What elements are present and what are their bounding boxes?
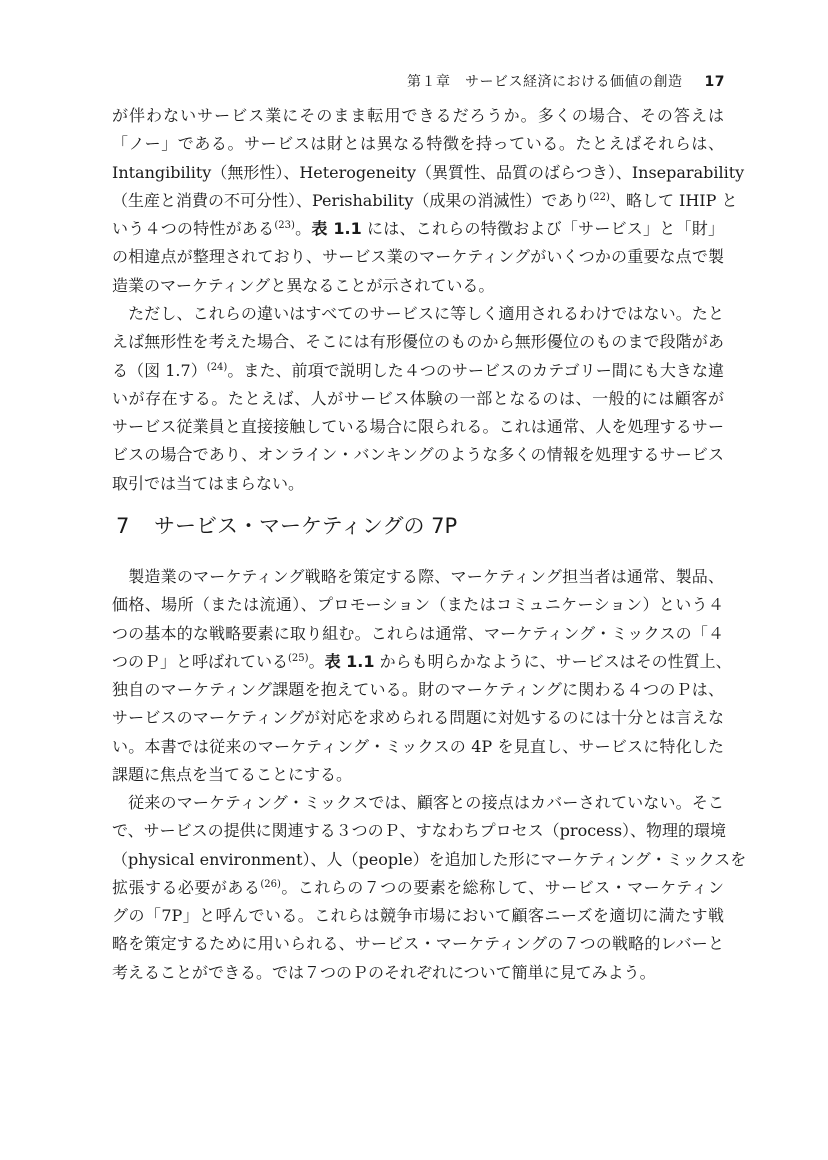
text-line xyxy=(112,817,727,845)
body-block-4 xyxy=(112,789,747,987)
text-run: には、これらの特徴および「サービス」と「財」 xyxy=(361,219,724,239)
section-title: サービス・マーケティングの 7P xyxy=(154,514,458,538)
section-heading xyxy=(116,510,457,540)
text-line xyxy=(112,959,724,987)
text-line xyxy=(112,357,724,385)
text-line xyxy=(112,591,724,619)
text-run: つの基本的な戦略要素に取り組む。これらは通常、マーケティング・ミックスの「４ xyxy=(112,623,724,643)
text-run: 拡張する必要がある xyxy=(112,877,261,897)
page-number: 17 xyxy=(704,74,725,90)
text-line xyxy=(112,187,738,215)
text-run: サービスのマーケティングが対応を求められる問題に対処するのには十分とは言えな xyxy=(112,708,724,728)
text-line xyxy=(112,328,724,356)
footnote-ref: (26) xyxy=(260,878,281,890)
text-run: 独自のマーケティング課題を抱えている。財のマーケティングに関わる４つのＰは、 xyxy=(112,680,724,700)
text-line xyxy=(112,102,724,130)
text-run: で、サービスの提供に関連する３つのＰ、すなわちプロセス（process）、物理的環境 xyxy=(112,821,727,841)
text-run: つのＰ」と呼ばれている xyxy=(112,651,289,671)
text-run: 。これらの７つの要素を総称して、サービス・マーケティン xyxy=(280,877,724,897)
text-line xyxy=(112,272,724,300)
text-run: グの「7P」と呼んでいる。これらは競争市場において顧客ニーズを適切に満たす戦 xyxy=(112,906,724,926)
text-line xyxy=(112,385,724,413)
text-line xyxy=(112,761,724,789)
text-run: 造業のマーケティングと異なることが示されている。 xyxy=(112,275,495,295)
footnote-ref: (24) xyxy=(206,361,228,373)
text-run: 。また、前項で説明した４つのサービスのカテゴリー間にも大きな違 xyxy=(227,360,724,380)
text-run: ただし、これらの違いはすべてのサービスに等しく適用されるわけではない。たと xyxy=(112,304,724,323)
footnote-ref: (22) xyxy=(589,191,610,203)
text-line xyxy=(112,441,724,469)
text-run: 課題に焦点を当てることにする。 xyxy=(112,765,353,785)
text-run: ビスの場合であり、オンライン・バンキングのような多くの情報を処理するサービス xyxy=(112,445,724,465)
text-line xyxy=(112,300,724,328)
text-run: 。 xyxy=(294,219,312,239)
text-run: 製造業のマーケティング戦略を策定する際、マーケティング担当者は通常、製品、 xyxy=(112,567,724,586)
text-run: 。 xyxy=(308,651,325,671)
text-run: えば無形性を考えた場合、そこには有形優位のものから無形優位のものまで段階があ xyxy=(112,332,724,352)
text-line xyxy=(112,215,724,243)
running-header xyxy=(407,71,725,91)
text-run: （physical environment）、人（people）を追加した形にマーケティング・ミックスを xyxy=(112,849,747,869)
text-line xyxy=(112,648,732,676)
text-line xyxy=(112,563,724,591)
text-line xyxy=(112,676,724,704)
text-run: 「ノー」である。サービスは財とは異なる特徴を持っている。たとえばそれらは、 xyxy=(112,134,724,154)
text-line xyxy=(112,704,724,732)
footnote-ref: (23) xyxy=(274,220,295,232)
text-run: Intangibility（無形性）、Heterogeneity（異質性、品質のばらつき）、Inseparability xyxy=(112,162,745,182)
text-line xyxy=(112,733,724,761)
text-run: 価格、場所（または流通）、プロモーション（またはコミュニケーション）という４ xyxy=(112,595,724,615)
text-run: いう４つの特性がある xyxy=(112,219,275,239)
text-line xyxy=(112,620,724,648)
text-run: 取引では当てはまらない。 xyxy=(112,473,305,493)
text-run: からも明らかなように、サービスはその性質上、 xyxy=(374,651,732,671)
text-line xyxy=(112,930,724,958)
table-ref: 表 1.1 xyxy=(311,219,362,239)
body-block-3 xyxy=(112,563,732,789)
text-line xyxy=(112,243,724,271)
text-run: 考えることができる。では７つのＰのそれぞれについて簡単に見てみよう。 xyxy=(112,962,656,982)
section-number: 7 xyxy=(116,514,130,538)
text-run: いが存在する。たとえば、人がサービス体験の一部となるのは、一般的には顧客が xyxy=(112,388,724,408)
text-run: （生産と消費の不可分性）、Perishability（成果の消滅性）であり xyxy=(112,190,590,210)
table-ref: 表 1.1 xyxy=(324,651,375,671)
text-run: 従来のマーケティング・ミックスでは、顧客との接点はカバーされていない。そこ xyxy=(112,793,724,812)
footnote-ref: (25) xyxy=(288,652,309,664)
text-line xyxy=(112,130,724,158)
text-line xyxy=(112,789,724,817)
body-block-2 xyxy=(112,300,724,498)
text-line xyxy=(112,874,724,902)
text-run: が伴わないサービス業にそのまま転用できるだろうか。多くの場合、その答えは xyxy=(112,106,724,125)
text-line xyxy=(112,159,745,187)
text-run: る（図 1.7） xyxy=(112,360,207,380)
text-run: サービス従業員と直接接触している場合に限られる。これは通常、人を処理するサー xyxy=(112,417,724,437)
text-run: い。本書では従来のマーケティング・ミックスの 4P を見直し、サービスに特化した xyxy=(112,736,724,756)
text-run: の相違点が整理されており、サービス業のマーケティングがいくつかの重要な点で製 xyxy=(112,247,724,267)
text-line xyxy=(112,413,724,441)
text-run: 略を策定するために用いられる、サービス・マーケティングの７つの戦略的レバーと xyxy=(112,934,724,954)
text-line xyxy=(112,846,747,874)
text-line xyxy=(112,902,724,930)
text-line xyxy=(112,470,724,498)
text-run: 、略して IHIP と xyxy=(609,190,738,210)
body-block-1 xyxy=(112,102,745,300)
chapter-title: 第１章 サービス経済における価値の創造 xyxy=(407,74,683,90)
